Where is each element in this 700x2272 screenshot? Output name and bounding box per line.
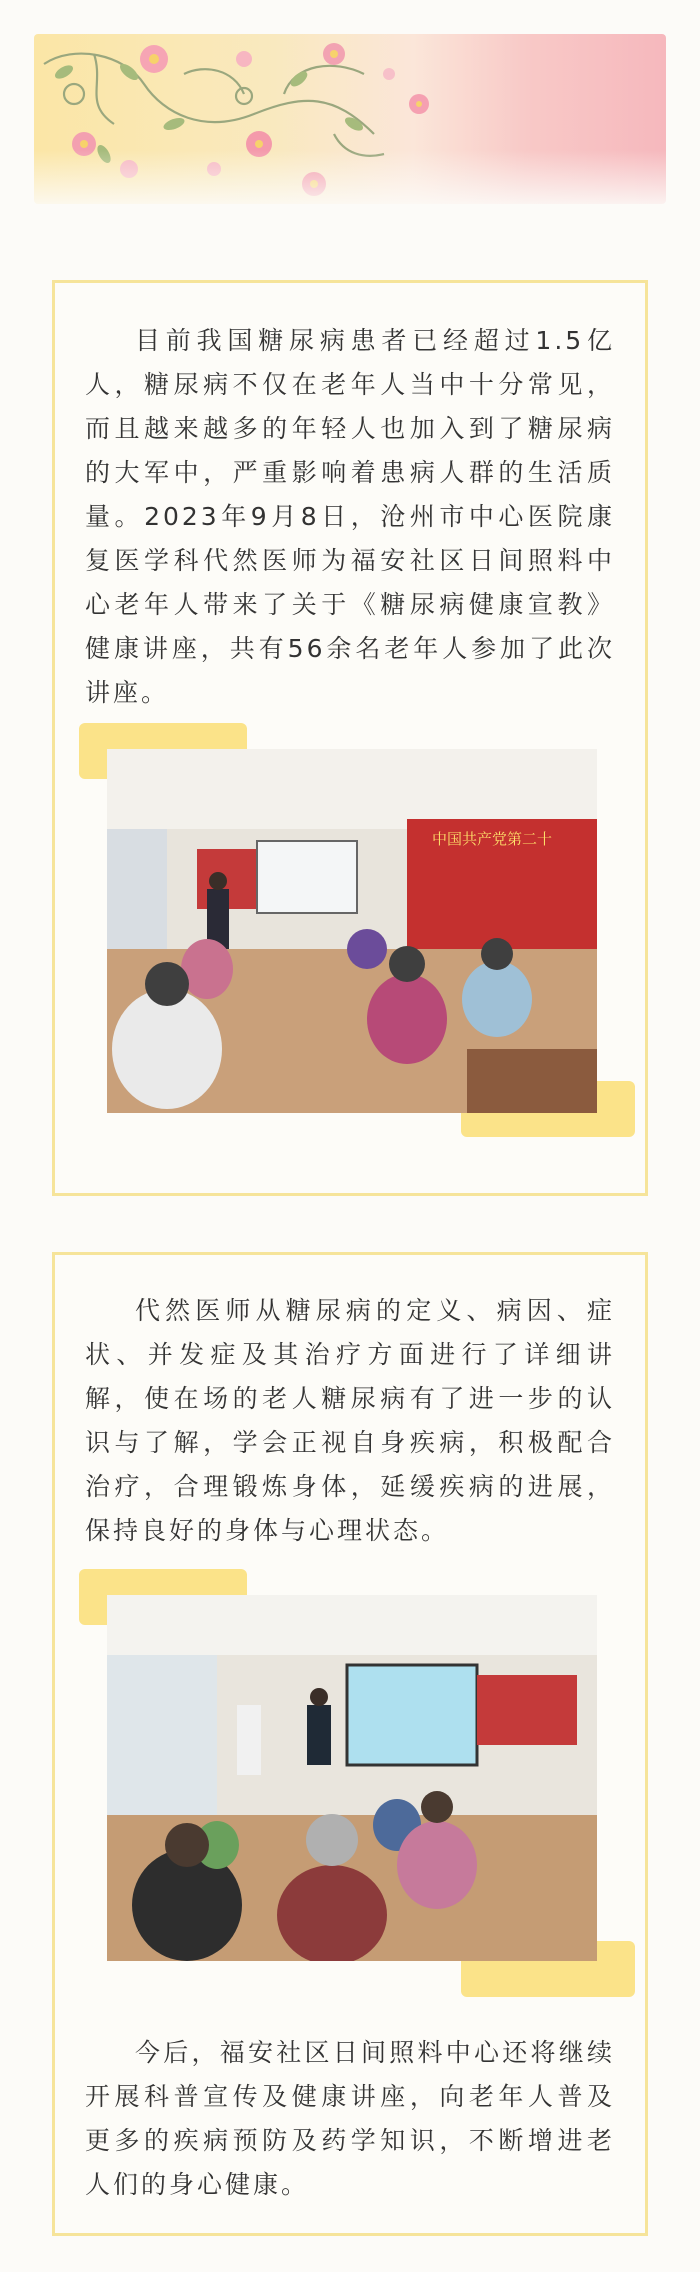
content-card-1 (52, 280, 648, 1196)
detail-paragraph: 代然医师从糖尿病的定义、病因、症状、并发症及其治疗方面进行了详细讲解，使在场的老人糖尿病有了进一步的认识与了解，学会正视自身疾病，积极配合治疗，合理锻炼身体，延缓疾病的进展，保持良好的身体与心理状态。 (85, 1296, 615, 1545)
intro-paragraph: 目前我国糖尿病患者已经超过1.5亿人，糖尿病不仅在老年人当中十分常见，而且越来越多的年轻人也加入到了糖尿病的大军中，严重影响着患病人群的生活质量。2023年9月8日，沧州市中心医院康复医学科代然医师为福安社区日间照料中心老年人带来了关于《糖尿病健康宣教》健康讲座，共有56余名老年人参加了此次讲座。 (85, 326, 615, 707)
content-card-2 (52, 1252, 648, 2236)
lecture-photo-2 (107, 1595, 597, 1961)
lecture-photo-1 (107, 749, 597, 1113)
photo-banner-text: 中国共产党第二十 (432, 830, 553, 848)
banner-fade (34, 150, 666, 220)
closing-paragraph: 今后，福安社区日间照料中心还将继续开展科普宣传及健康讲座，向老年人普及更多的疾病预防及药学知识，不断增进老人们的身心健康。 (85, 2038, 615, 2199)
